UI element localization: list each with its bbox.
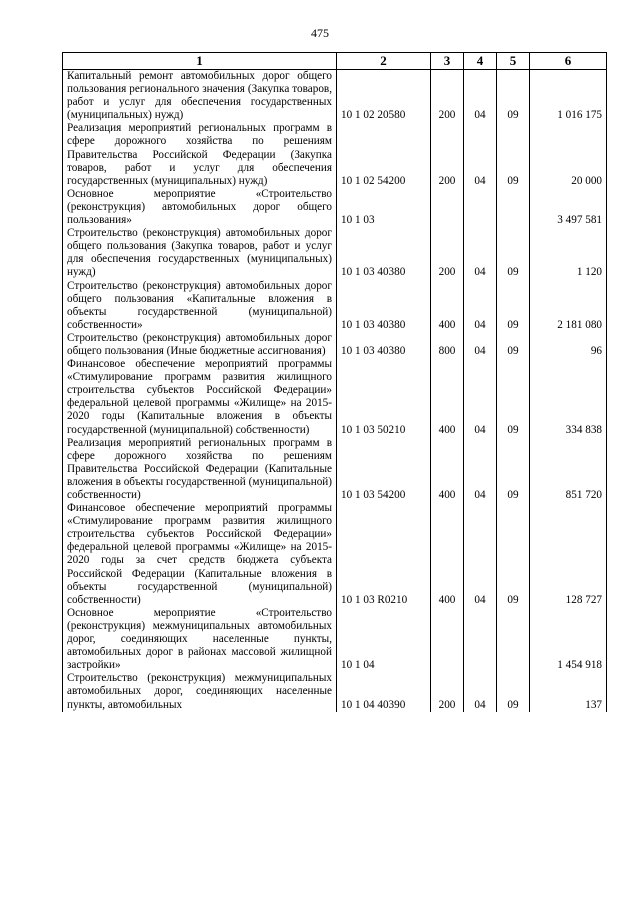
- column-header-3: 3: [431, 53, 464, 70]
- table-row: [63, 70, 607, 123]
- amount: 2 181 080: [530, 280, 607, 332]
- section-code: 04: [464, 358, 497, 437]
- expense-type: 800: [431, 332, 464, 358]
- amount: 128 727: [530, 502, 607, 607]
- item-name: Реализация мероприятий региональных программ в сфере дорожного хозяйства по решениям Правительства Российской Федерации (Капитальные вложения в объекты государственной (муниципальной) собственности): [63, 437, 337, 502]
- section-code: [464, 607, 497, 672]
- section-code: 04: [464, 280, 497, 332]
- expense-type: 200: [431, 672, 464, 711]
- section-code: 04: [464, 437, 497, 502]
- budget-table-body: [63, 53, 607, 712]
- section-code: 04: [464, 332, 497, 358]
- table-row: [63, 437, 607, 502]
- item-name: Финансовое обеспечение мероприятий программы «Стимулирование программ развития жилищного строительства субъектов Российской Федерации» федеральной целевой программы «Жилище» на 2015-2020 годы за счет средств бюджета субъекта Российской Федерации (Капитальные вложения в объекты государственной (муниципальной) собственности): [63, 502, 337, 607]
- section-code: 04: [464, 122, 497, 187]
- item-name: Основное мероприятие «Строительство (реконструкция) автомобильных дорог общего пользования»: [63, 188, 337, 227]
- subsection-code: 09: [497, 332, 530, 358]
- section-code: 04: [464, 227, 497, 279]
- item-name: Основное мероприятие «Строительство (реконструкция) межмуниципальных автомобильных дорог, соединяющих населенные пункты, автомобильных дорог в районах массовой жилищной застройки»: [63, 607, 337, 672]
- column-header-6: 6: [530, 53, 607, 70]
- target-code: 10 1 03 40380: [337, 227, 431, 279]
- expense-type: [431, 188, 464, 227]
- amount: 851 720: [530, 437, 607, 502]
- subsection-code: 09: [497, 358, 530, 437]
- expense-type: 400: [431, 502, 464, 607]
- expense-type: 200: [431, 227, 464, 279]
- subsection-code: 09: [497, 122, 530, 187]
- table-row: [63, 122, 607, 187]
- target-code: 10 1 03: [337, 188, 431, 227]
- column-header-1: 1: [63, 53, 337, 70]
- section-code: 04: [464, 502, 497, 607]
- subsection-code: 09: [497, 502, 530, 607]
- expense-type: 400: [431, 358, 464, 437]
- target-code: 10 1 03 40380: [337, 280, 431, 332]
- amount: 1 120: [530, 227, 607, 279]
- amount: 1 016 175: [530, 70, 607, 123]
- section-code: 04: [464, 672, 497, 711]
- amount: 96: [530, 332, 607, 358]
- subsection-code: 09: [497, 280, 530, 332]
- item-name: Строительство (реконструкция) автомобильных дорог общего пользования «Капитальные вложения в объекты государственной (муниципальной) собственности»: [63, 280, 337, 332]
- item-name: Строительство (реконструкция) автомобильных дорог общего пользования (Иные бюджетные ассигнования): [63, 332, 337, 358]
- amount: 334 838: [530, 358, 607, 437]
- table-row: [63, 358, 607, 437]
- section-code: 04: [464, 70, 497, 123]
- item-name: Финансовое обеспечение мероприятий программы «Стимулирование программ развития жилищного строительства субъектов Российской Федерации» федеральной целевой программы «Жилище» на 2015-2020 годы (Капитальные вложения в объекты государственной (муниципальной) собственности): [63, 358, 337, 437]
- table-row: [63, 607, 607, 672]
- target-code: 10 1 03 40380: [337, 332, 431, 358]
- subsection-code: 09: [497, 70, 530, 123]
- item-name: Капитальный ремонт автомобильных дорог общего пользования регионального значения (Закупка товаров, работ и услуг для обеспечения государственных (муниципальных) нужд): [63, 70, 337, 123]
- budget-table: [62, 52, 607, 712]
- amount: 1 454 918: [530, 607, 607, 672]
- item-name: Реализация мероприятий региональных программ в сфере дорожного хозяйства по решениям Правительства Российской Федерации (Закупка товаров, работ и услуг для обеспечения государственных (муниципальных) нужд): [63, 122, 337, 187]
- target-code: 10 1 02 54200: [337, 122, 431, 187]
- target-code: 10 1 03 50210: [337, 358, 431, 437]
- target-code: 10 1 03 54200: [337, 437, 431, 502]
- expense-type: 400: [431, 280, 464, 332]
- subsection-code: 09: [497, 227, 530, 279]
- table-row: [63, 280, 607, 332]
- section-code: [464, 188, 497, 227]
- amount: 137: [530, 672, 607, 711]
- item-name: Строительство (реконструкция) межмуниципальных автомобильных дорог, соединяющих населенные пункты, автомобильных: [63, 672, 337, 711]
- table-row: [63, 227, 607, 279]
- target-code: 10 1 02 20580: [337, 70, 431, 123]
- expense-type: 400: [431, 437, 464, 502]
- subsection-code: 09: [497, 437, 530, 502]
- amount: 3 497 581: [530, 188, 607, 227]
- table-row: [63, 672, 607, 711]
- subsection-code: [497, 607, 530, 672]
- expense-type: 200: [431, 122, 464, 187]
- table-row: [63, 332, 607, 358]
- table-row: [63, 502, 607, 607]
- page-number: 475: [311, 26, 329, 40]
- subsection-code: [497, 188, 530, 227]
- amount: 20 000: [530, 122, 607, 187]
- column-header-4: 4: [464, 53, 497, 70]
- target-code: 10 1 04 40390: [337, 672, 431, 711]
- column-header-2: 2: [337, 53, 431, 70]
- table-header-row: [63, 53, 607, 70]
- expense-type: [431, 607, 464, 672]
- target-code: 10 1 04: [337, 607, 431, 672]
- expense-type: 200: [431, 70, 464, 123]
- subsection-code: 09: [497, 672, 530, 711]
- column-header-5: 5: [497, 53, 530, 70]
- table-row: [63, 188, 607, 227]
- item-name: Строительство (реконструкция) автомобильных дорог общего пользования (Закупка товаров, работ и услуг для обеспечения государственных (муниципальных) нужд): [63, 227, 337, 279]
- target-code: 10 1 03 R0210: [337, 502, 431, 607]
